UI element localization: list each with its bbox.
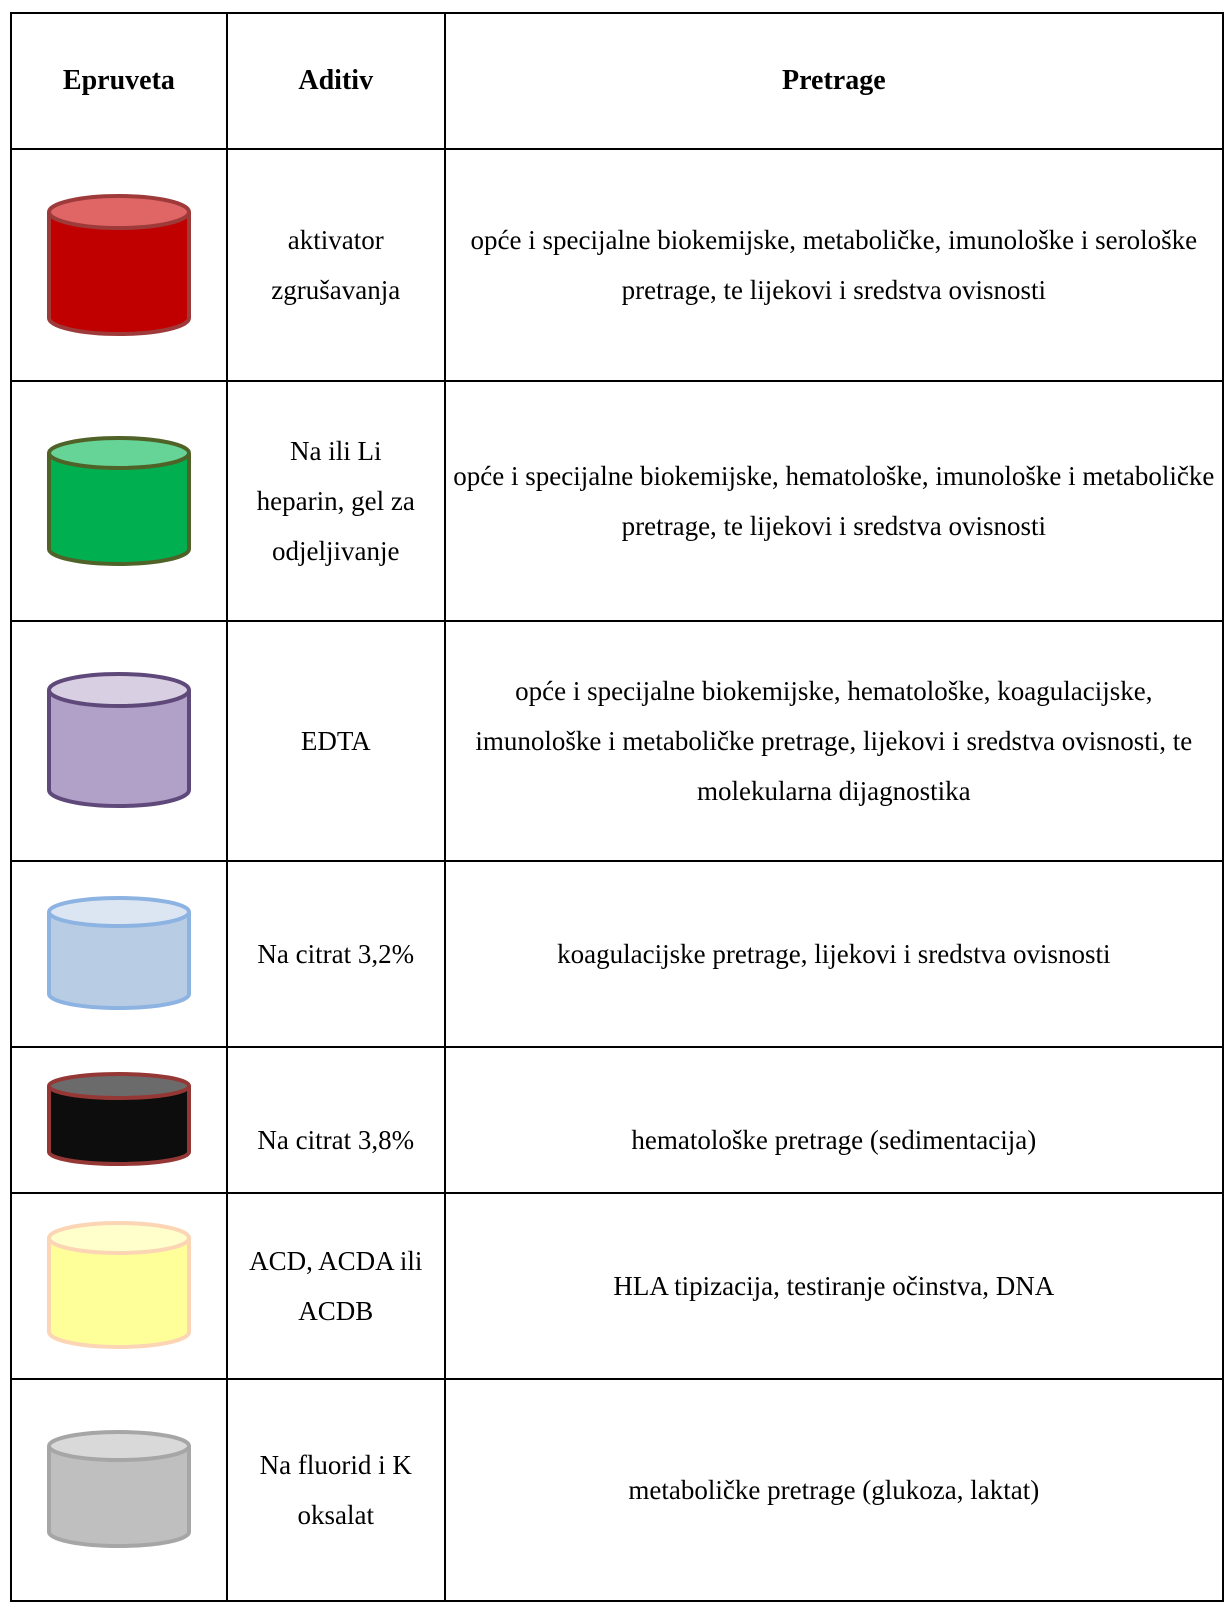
additive-text: ACD, ACDA ili ACDB (249, 1246, 423, 1326)
additive-cell (227, 1379, 445, 1601)
additive-text: Na fluorid i K oksalat (259, 1450, 412, 1530)
additive-text: EDTA (300, 726, 371, 756)
header-tube: Epruveta (11, 13, 227, 149)
tests-text: metaboličke pretrage (glukoza, laktat) (628, 1475, 1040, 1505)
additive-cell (227, 1193, 445, 1379)
tests-text: opće i specijalne biokemijske, hematološke, imunološke i metaboličke pretrage, te lijekovi i sredstva ovisnosti (453, 461, 1215, 541)
tests-text: opće i specijalne biokemijske, metaboličke, imunološke i serološke pretrage, te lijekovi i sredstva ovisnosti (470, 225, 1198, 305)
tube-cell (11, 1193, 227, 1379)
table-row (11, 1379, 1223, 1601)
tests-cell (445, 381, 1223, 621)
tests-text: hematološke pretrage (sedimentacija) (631, 1125, 1037, 1155)
table-row (11, 1047, 1223, 1193)
tests-cell (445, 861, 1223, 1047)
tests-text: HLA tipizacija, testiranje očinstva, DNA (613, 1271, 1055, 1301)
table-row (11, 381, 1223, 621)
table-row (11, 149, 1223, 381)
additive-cell (227, 381, 445, 621)
purple-tube-icon (44, 668, 194, 814)
tests-cell (445, 621, 1223, 861)
additive-text: aktivator zgrušavanja (271, 225, 401, 305)
additive-cell (227, 861, 445, 1047)
header-row (11, 13, 1223, 149)
black-tube-icon (44, 1072, 194, 1168)
tests-text: opće i specijalne biokemijske, hematološke, koagulacijske, imunološke i metaboličke pretrage, lijekovi i sredstva ovisnosti, te molekularna dijagnostika (475, 676, 1193, 806)
tests-cell (445, 149, 1223, 381)
tests-text: koagulacijske pretrage, lijekovi i sredstva ovisnosti (557, 939, 1111, 969)
additive-cell (227, 149, 445, 381)
tube-cell (11, 381, 227, 621)
table-row (11, 621, 1223, 861)
additive-text: Na citrat 3,8% (257, 1125, 415, 1155)
header-tests: Pretrage (445, 13, 1223, 149)
table-row (11, 1193, 1223, 1379)
additive-text: Na ili Li heparin, gel za odjeljivanje (256, 436, 415, 566)
red-tube-icon (44, 190, 194, 340)
tests-cell (445, 1047, 1223, 1193)
gray-tube-icon (44, 1428, 194, 1552)
header-additive: Aditiv (227, 13, 445, 149)
tube-cell (11, 149, 227, 381)
yellow-tube-icon (44, 1218, 194, 1354)
tube-cell (11, 621, 227, 861)
additive-cell (227, 1047, 445, 1193)
tests-cell (445, 1379, 1223, 1601)
tube-table (10, 12, 1224, 1602)
light-blue-tube-icon (44, 894, 194, 1014)
additive-text: Na citrat 3,2% (257, 939, 415, 969)
table-row (11, 861, 1223, 1047)
additive-cell (227, 621, 445, 861)
tube-cell (11, 1379, 227, 1601)
green-tube-icon (44, 431, 194, 571)
tube-cell (11, 1047, 227, 1193)
tests-cell (445, 1193, 1223, 1379)
tube-cell (11, 861, 227, 1047)
